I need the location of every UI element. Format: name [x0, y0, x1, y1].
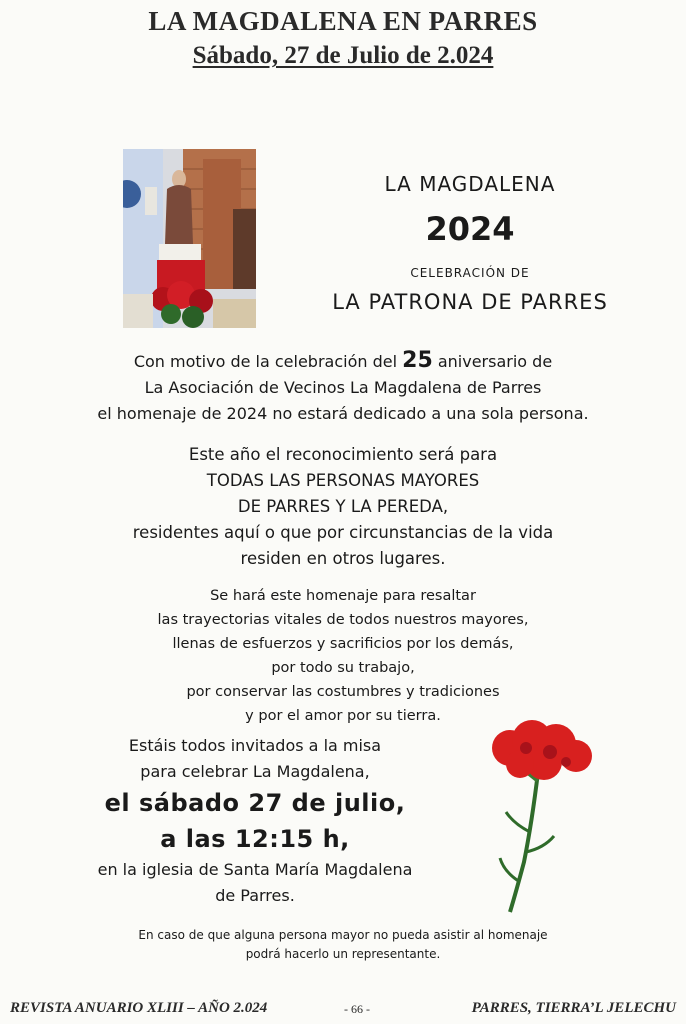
- tribute-line: por todo su trabajo,: [271, 660, 415, 676]
- celebration-label: CELEBRACIÓN DE: [410, 266, 530, 280]
- invitation-block: [60, 733, 450, 909]
- tribute-paragraph: [40, 584, 646, 728]
- footer-region: PARRES, TIERRA’L JELECHU: [471, 1000, 676, 1016]
- event-name: LA MAGDALENA: [384, 172, 556, 196]
- anniversary-number: 25: [402, 348, 433, 373]
- footer-magazine: REVISTA ANUARIO XLIII – AÑO 2.024: [10, 1000, 268, 1016]
- note-line-1: En caso de que alguna persona mayor no pueda asistir al homenaje: [138, 928, 548, 942]
- tribute-line: por conservar las costumbres y tradiciones: [186, 684, 500, 700]
- recognition-line: residen en otros lugares.: [240, 549, 446, 568]
- intro-paragraph: [40, 348, 646, 427]
- intro-line-1-pre: Con motivo de la celebración del: [133, 352, 403, 371]
- note-line-2: podrá hacerlo un representante.: [245, 947, 441, 961]
- recognition-line: residentes aquí o que por circunstancias de la vida: [132, 523, 554, 542]
- church-location: de Parres.: [215, 886, 295, 905]
- mass-time: a las 12:15 h,: [160, 825, 350, 853]
- invitation-line-2: para celebrar La Magdalena,: [140, 762, 370, 781]
- mass-day: el sábado 27 de julio,: [104, 789, 406, 817]
- tribute-line: y por el amor por su tierra.: [245, 708, 441, 724]
- intro-line-2: La Asociación de Vecinos La Magdalena de Parres: [144, 378, 542, 397]
- patrona-heading: LA PATRONA DE PARRES: [332, 290, 608, 314]
- page-title: LA MAGDALENA EN PARRES: [148, 6, 538, 36]
- page-number: - 66 -: [344, 1002, 370, 1016]
- church-altar-statue-photo: [123, 149, 256, 328]
- recognition-line: Este año el reconocimiento será para: [188, 445, 498, 464]
- intro-line-1-post: aniversario de: [432, 352, 553, 371]
- event-date-heading: Sábado, 27 de Julio de 2.024: [192, 42, 494, 69]
- event-year: 2024: [425, 210, 515, 248]
- tribute-line: Se hará este homenaje para resaltar: [210, 588, 476, 604]
- recognition-line: DE PARRES Y LA PEREDA,: [237, 497, 449, 516]
- tribute-line: llenas de esfuerzos y sacrificios por los demás,: [172, 636, 514, 652]
- representative-note: [60, 926, 626, 964]
- church-name: en la iglesia de Santa María Magdalena: [97, 860, 413, 879]
- red-carnation-icon: [480, 712, 600, 917]
- intro-line-1: [40, 348, 646, 375]
- invitation-line-1: Estáis todos invitados a la misa: [128, 736, 382, 755]
- recognition-line: TODAS LAS PERSONAS MAYORES: [206, 471, 480, 490]
- recognition-paragraph: [40, 442, 646, 572]
- intro-line-3: el homenaje de 2024 no estará dedicado a una sola persona.: [97, 404, 589, 423]
- tribute-line: las trayectorias vitales de todos nuestros mayores,: [157, 612, 529, 628]
- page-footer: [0, 1000, 686, 1020]
